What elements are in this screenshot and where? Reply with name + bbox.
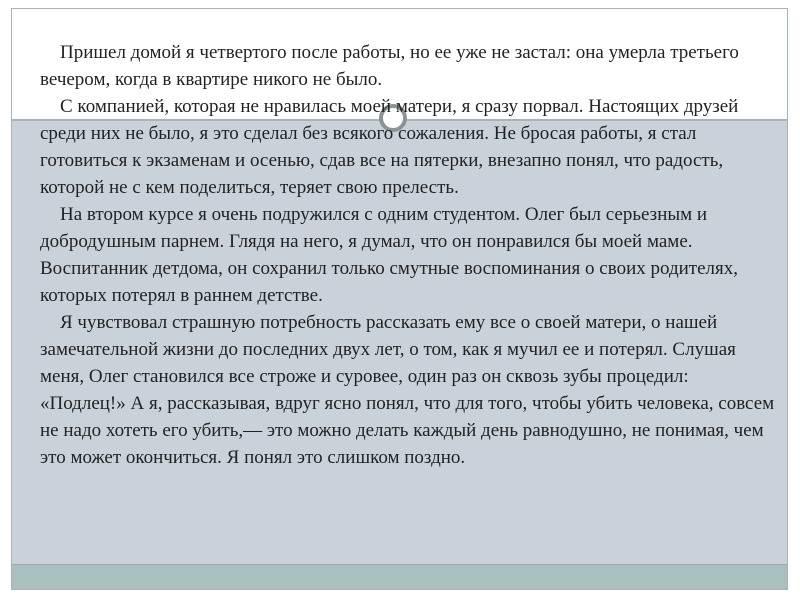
slide-text xyxy=(40,39,775,471)
slide-bottom-strip xyxy=(12,564,787,589)
paragraph-4: Я чувствовал страшную потребность рассказать ему все о своей матери, о нашей замечательной жизни до последних двух лет, о том, как я мучил ее и потерял. Слушая меня, Олег становился все строже и суровее, один раз он сквозь зубы процедил: «Подлец!» А я, рассказывая, вдруг ясно понял, что для того, чтобы убить человека, совсем не надо хотеть его убить,— это можно делать каждый день равнодушно, не понимая, чем это может окончиться. Я понял это слишком поздно. xyxy=(40,312,775,468)
slide-frame xyxy=(11,8,788,590)
paragraph-3: На втором курсе я очень подружился с одним студентом. Олег был серьезным и добродушным парнем. Глядя на него, я думал, что он понравился бы моей маме. Воспитанник детдома, он сохранил только смутные воспоминания о своих родителях, которых потерял в раннем детстве. xyxy=(40,204,738,306)
paragraph-2: С компанией, которая не нравилась моей матери, я сразу порвал. Настоящих друзей среди них не было, я это сделал без всякого сожаления. Не бросая работы, я стал готовиться к экзаменам и осенью, сдав все на пятерки, внезапно понял, что радость, которой не с кем поделиться, теряет свою прелесть. xyxy=(40,96,739,198)
paragraph-1: Пришел домой я четвертого после работы, но ее уже не застал: она умерла третьего вечером, когда в квартире никого не было. xyxy=(40,42,739,90)
